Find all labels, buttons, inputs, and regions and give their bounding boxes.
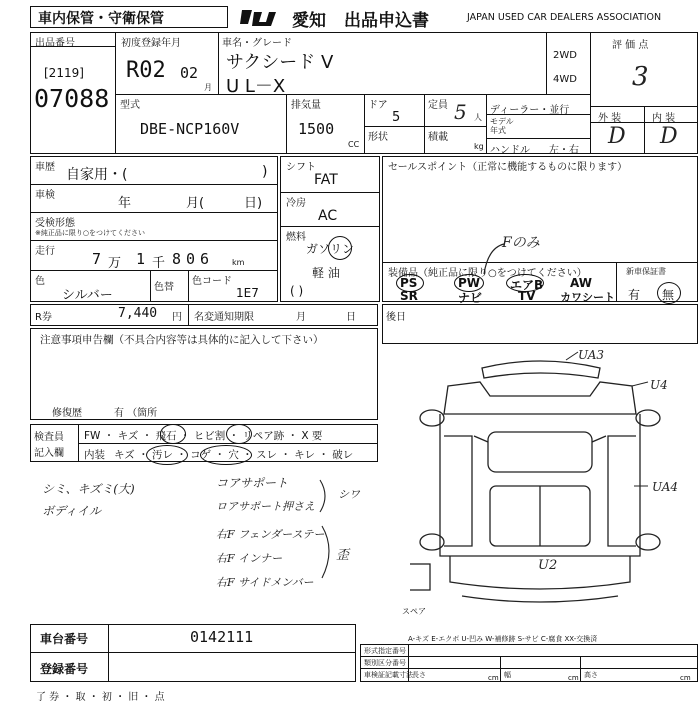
dims-title1: 形式指定番号 [364,647,406,655]
inspector-circle-3 [146,445,188,465]
note-stain: シミ、キズミ(大) [42,482,135,496]
equip-aw: AW [570,276,592,290]
equip-navi: ナビ [458,291,483,305]
car-grade: U L－X [226,76,286,97]
form-title: 出品申込書 [344,11,429,31]
doors-value: 5 [392,110,401,125]
registration-month: 02 [180,64,199,82]
doors-label: ドア [368,100,388,111]
registration-era: R02 [126,58,166,83]
inspector-row1: FW ・ キズ ・ 飛石 ・ ヒビ割 ・ リペア跡 ・ X 要 [84,430,323,442]
dims-title2: 類別区分番号 [364,659,406,667]
diagram-mark-u2: U2 [538,558,558,573]
diagram-mark-ua3: UA3 [578,348,605,362]
recycle-unit: 円 [172,312,182,323]
note-body-oil: ボディイル [42,504,102,518]
equip-pw-circle [454,274,484,292]
note-brackets [316,478,346,588]
inspector-row2-label: 内装 [84,449,105,461]
equipment-annotation: Fのみ [502,235,540,251]
equip-airbag-circle [506,274,544,292]
note-wrinkle: シワ [338,488,360,501]
repair-value: 有 （箇所 [114,408,158,419]
chassis-label: 車台番号 [40,632,89,646]
load-label: 積載 [428,132,448,143]
displacement-unit: CC [348,140,360,149]
lot-number: 07088 [34,84,110,113]
equipment-grid [386,276,615,305]
inspection-year: 年 [118,196,132,211]
capacity-value: 5 [454,100,467,124]
inspector-circle-2 [226,424,252,444]
drive-4wd: 4WD [553,74,577,85]
color-change-label: 色替 [154,282,174,293]
interior-grade: D [660,124,678,149]
diagram-mark-ua4: UA4 [652,480,679,494]
dims-height: 高さ [584,671,598,679]
notice-day: 日 [346,312,356,323]
lot-bracket: [2119] [44,66,84,80]
acceptance-note: ※純正品に限り○をつけてください [35,229,145,237]
mileage-value1: 7 [92,250,102,268]
warranty-yes: 有 [628,288,641,302]
lot-label: 出品番号 [35,38,75,49]
equip-leather: カワシート [560,291,615,304]
dims-length: 長さ [412,671,426,679]
drive-2wd: 2WD [553,50,577,61]
equip-pw: PW [458,276,481,290]
equip-ps: PS [400,276,418,290]
shape-label: 形状 [368,132,388,143]
sales-points-label: セールスポイント（正常に機能するものに限ります） [388,162,628,173]
mileage-man: 万 [108,256,122,271]
recycle-label: R券 [35,312,52,323]
inspector-label: 検査員 [34,432,64,443]
org-name-jp: 愛知 [292,11,326,31]
spare-label: スペア [402,607,426,616]
displacement-value: 1500 [298,120,335,138]
note-core-support: コアサポート [216,476,289,490]
color-code-label: 色コード [192,276,232,287]
reg-no-label: 登録番号 [40,662,89,676]
equip-tv: TV [518,289,536,303]
post-date-label: 後日 [386,312,406,323]
interior-label: 内 装 [652,113,676,124]
ju-logo-icon [238,6,290,28]
exterior-label: 外 装 [598,113,622,124]
notice-month: 月 [296,312,306,323]
car-name: サクシード V [226,52,334,73]
mileage-value2: 1 [136,250,146,268]
chassis-value: 0142111 [190,628,254,646]
inspector-entry-label: 記入欄 [34,448,64,459]
load-unit: kg [474,142,484,151]
shift-value: FAT [314,172,338,188]
fuel-gas: ガソリン [306,242,355,256]
exterior-grade: D [608,124,626,149]
notice-label: 名変通知期限 [194,312,254,323]
mileage-unit: km [232,258,245,267]
inspection-day: 日) [244,196,263,211]
mileage-value3: 806 [172,250,215,268]
warranty-no: 無 [662,288,675,302]
handle-label: ハンドル [490,145,530,156]
bottom-row: 了 券 ・ 取 ・ 初 ・ 旧 ・ 点 [36,692,165,703]
color-label: 色 [35,276,45,287]
mileage-label: 走行 [35,246,55,257]
inspector-circle-1 [160,424,186,444]
inspection-month: 月( [186,196,205,211]
inspection-label: 車検 [35,190,55,201]
equip-airbag: エアB [510,278,544,292]
storage-title: 車内保管・守衛保管 [38,11,164,27]
equipment-label: 装備品（純正品に限り○をつけてください） [388,268,587,279]
note-side-member: 右F サイドメンバー [216,576,314,589]
fuel-paren: ( ) [290,284,304,298]
dims-width: 幅 [504,671,511,679]
car-damage-diagram [410,346,670,626]
dims-cm-1: cm [488,674,499,682]
fuel-gas-circle [328,236,352,260]
note-fender-stay: 右F フェンダーステー [216,528,325,541]
mileage-sen: 千 [152,256,166,271]
car-name-label: 車名・グレード [222,38,292,49]
recycle-value: 7,440 [118,306,158,321]
post-date-block [382,304,698,344]
rating-label: 評 価 点 [612,40,649,51]
capacity-label: 定員 [428,100,448,111]
history-label: 車歴 [35,162,55,173]
warranty-label: 新車保証書 [626,267,666,276]
registration-month-unit: 月 [204,83,212,92]
dealer-label: ディーラー・並行 [490,105,570,116]
shift-label: シフト [286,162,316,173]
org-name-en: JAPAN USED CAR DEALERS ASSOCIATION [467,12,662,23]
model-value: DBE-NCP160V [140,120,240,138]
inspector-circle-4 [200,445,252,465]
equip-ps-circle [396,274,424,292]
note-distortion: 歪 [336,548,350,563]
fuel-label: 燃料 [286,232,306,243]
cooler-value: AC [318,208,338,224]
ju-logo [238,6,290,28]
dims-cm-3: cm [680,674,691,682]
capacity-unit: 人 [474,113,482,122]
warranty-no-circle [657,282,681,304]
note-inner: 右F インナー [216,552,283,565]
acceptance-label: 受検形態 [35,218,75,229]
history-close: ) [262,164,268,180]
rating-score: 3 [632,62,649,92]
displacement-label: 排気量 [291,100,321,111]
repair-label: 修復歴 [52,408,82,419]
dims-cm-2: cm [568,674,579,682]
note-lower-support: ロアサポート押さえ [216,500,315,513]
diagram-mark-u4: U4 [650,378,668,392]
registration-label: 初度登録年月 [121,38,181,49]
dealer-model-year: モデル 年式 [490,117,514,135]
cooler-label: 冷房 [286,198,306,209]
diagram-legend: A-キズ E-エクボ U-凹み W-補修跡 S-サビ C-腐食 XX-交換済 [408,635,598,643]
fuel-diesel: 軽 油 [312,266,340,280]
model-label: 型式 [120,100,140,111]
color-value: シルバー [62,288,113,303]
dims-size-label: 車検証記載寸法 [364,671,413,679]
handle-value: 左・右 [549,145,579,156]
equip-sr: SR [400,289,418,303]
history-value: 自家用・( [66,167,128,183]
remarks-label: 注意事項申告欄（不具合内容等は具体的に記入して下さい） [40,334,324,346]
color-code: 1E7 [236,286,259,300]
inspector-row2: キズ ・ 汚レ ・ コゲ ・ 穴 ・ スレ ・ キレ ・ 破レ [114,449,354,461]
